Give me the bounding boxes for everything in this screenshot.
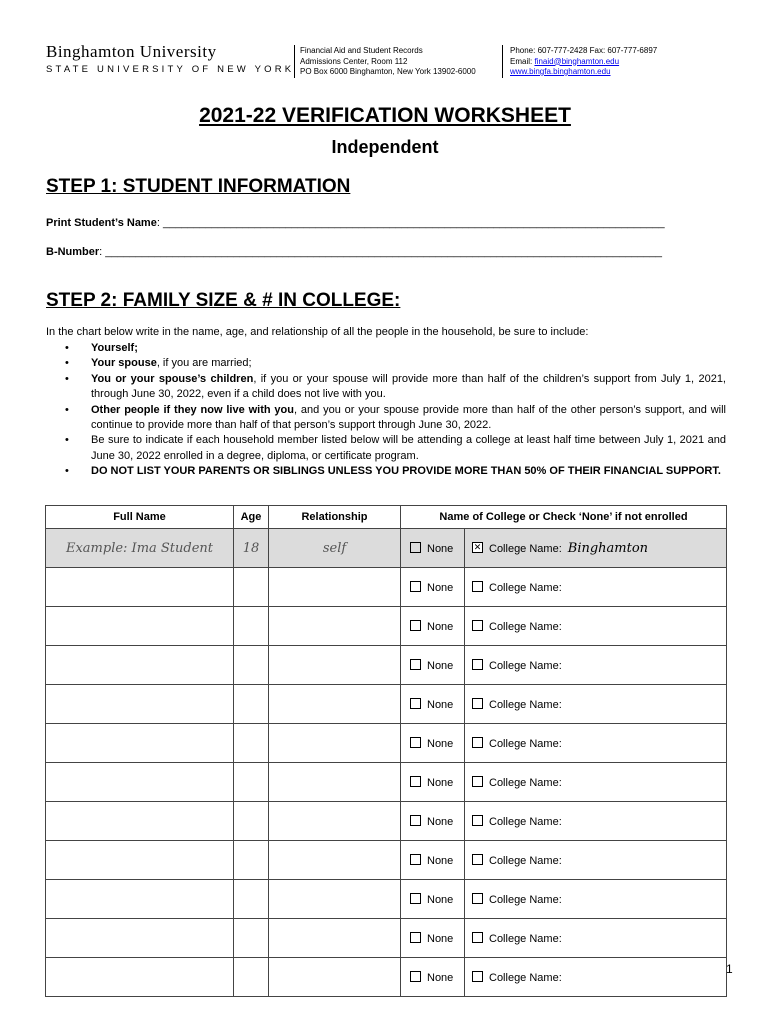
- college-cell[interactable]: [465, 724, 727, 763]
- none-label: None: [427, 932, 454, 945]
- none-cell: [401, 763, 465, 802]
- relationship-cell[interactable]: [269, 802, 401, 841]
- none-checkbox[interactable]: [410, 581, 421, 592]
- college-checkbox[interactable]: [472, 932, 483, 943]
- college-name-label: College Name:: [489, 659, 562, 672]
- college-checkbox[interactable]: [472, 620, 483, 631]
- none-checkbox[interactable]: [410, 893, 421, 904]
- step2-heading: STEP 2: FAMILY SIZE & # IN COLLEGE:: [46, 290, 401, 311]
- worksheet-subtitle: Independent: [331, 137, 439, 157]
- age-cell[interactable]: [234, 958, 269, 997]
- table-row: [46, 724, 727, 763]
- college-checkbox[interactable]: [472, 893, 483, 904]
- college-checkbox[interactable]: [472, 581, 483, 592]
- table-row: [46, 841, 727, 880]
- example-college: Binghamton: [567, 540, 649, 556]
- full-name-cell[interactable]: [46, 841, 234, 880]
- none-label: None: [427, 776, 454, 789]
- table-row: [46, 958, 727, 997]
- student-name-label: Print Student’s Name: [46, 217, 157, 229]
- none-cell: [401, 607, 465, 646]
- none-checkbox[interactable]: [410, 737, 421, 748]
- college-name-label: College Name:: [489, 620, 562, 633]
- relationship-cell[interactable]: [269, 880, 401, 919]
- none-label: None: [427, 737, 454, 750]
- bullet-parents-warning: • DO NOT LIST YOUR PARENTS OR SIBLINGS UNLESS YOU PROVIDE MORE THAN 50% OF THEIR FINANCIAL SUPPORT.: [46, 464, 726, 479]
- none-cell: [401, 646, 465, 685]
- none-checkbox[interactable]: [410, 620, 421, 631]
- bullet-yourself: • Yourself;: [46, 341, 726, 356]
- college-cell[interactable]: [465, 607, 727, 646]
- college-cell[interactable]: [465, 841, 727, 880]
- full-name-cell[interactable]: [46, 958, 234, 997]
- relationship-cell[interactable]: [269, 958, 401, 997]
- age-cell[interactable]: [234, 763, 269, 802]
- bullet-college-attendance: • Be sure to indicate if each household member listed below will be attending a college at least half time between July 1, 2021 and June 30, 2022 enrolled in a degree, diploma, or certificate program.: [46, 433, 726, 464]
- example-none-cell: [401, 529, 465, 568]
- college-checkbox[interactable]: [472, 698, 483, 709]
- college-name-label: College Name:: [489, 542, 562, 555]
- student-name-field[interactable]: [46, 217, 665, 229]
- instructions-list: [46, 341, 726, 480]
- college-name-label: College Name:: [489, 854, 562, 867]
- none-cell: [401, 685, 465, 724]
- age-cell[interactable]: [234, 724, 269, 763]
- none-checkbox[interactable]: [410, 932, 421, 943]
- college-checkbox[interactable]: [472, 659, 483, 670]
- table-row: [46, 607, 727, 646]
- none-cell: [401, 802, 465, 841]
- address-line-1: Financial Aid and Student Records: [300, 46, 423, 55]
- none-cell: [401, 919, 465, 958]
- college-cell[interactable]: [465, 880, 727, 919]
- none-checkbox[interactable]: [410, 698, 421, 709]
- college-checkbox[interactable]: [472, 815, 483, 826]
- office-address: [300, 46, 476, 78]
- none-label: None: [427, 971, 454, 984]
- college-checkbox[interactable]: [472, 776, 483, 787]
- checkbox-icon: [410, 542, 421, 553]
- address-line-3: PO Box 6000 Binghamton, New York 13902-6000: [300, 67, 476, 76]
- none-cell: [401, 568, 465, 607]
- logo-wordmark: Binghamton University: [46, 42, 217, 61]
- header-divider-2: [502, 45, 503, 78]
- header-relationship: Relationship: [269, 506, 401, 529]
- table-row: [46, 568, 727, 607]
- table-row: [46, 646, 727, 685]
- checked-box-icon: [472, 542, 483, 553]
- college-name-label: College Name:: [489, 776, 562, 789]
- full-name-cell[interactable]: [46, 919, 234, 958]
- relationship-cell[interactable]: [269, 646, 401, 685]
- none-label: None: [427, 815, 454, 828]
- table-row: [46, 685, 727, 724]
- college-checkbox[interactable]: [472, 737, 483, 748]
- table-row: [46, 763, 727, 802]
- relationship-cell[interactable]: [269, 568, 401, 607]
- age-cell[interactable]: [234, 919, 269, 958]
- none-cell: [401, 841, 465, 880]
- none-checkbox[interactable]: [410, 971, 421, 982]
- college-cell[interactable]: [465, 568, 727, 607]
- college-name-label: College Name:: [489, 893, 562, 906]
- table-row: [46, 880, 727, 919]
- worksheet-title: 2021-22 VERIFICATION WORKSHEET: [199, 104, 571, 127]
- relationship-cell[interactable]: [269, 724, 401, 763]
- college-name-label: College Name:: [489, 581, 562, 594]
- university-logo: [46, 42, 294, 75]
- age-cell[interactable]: [234, 568, 269, 607]
- step1-heading: STEP 1: STUDENT INFORMATION: [46, 176, 351, 197]
- college-cell[interactable]: [465, 919, 727, 958]
- website-line: [510, 67, 657, 78]
- email-link[interactable]: finaid@binghamton.edu: [534, 56, 620, 66]
- none-label: None: [427, 893, 454, 906]
- age-cell[interactable]: [234, 607, 269, 646]
- household-table: [45, 505, 727, 997]
- relationship-cell[interactable]: [269, 919, 401, 958]
- college-name-label: College Name:: [489, 932, 562, 945]
- relationship-cell[interactable]: [269, 607, 401, 646]
- bullet-spouse: • Your spouse, if you are married;: [46, 356, 726, 371]
- full-name-cell[interactable]: [46, 763, 234, 802]
- example-row: [46, 529, 727, 568]
- none-checkbox[interactable]: [410, 854, 421, 865]
- age-cell[interactable]: [234, 646, 269, 685]
- none-checkbox[interactable]: [410, 776, 421, 787]
- college-cell[interactable]: [465, 802, 727, 841]
- student-name-blank[interactable]: : __________________________________________________________________________________: [156, 217, 665, 229]
- full-name-cell[interactable]: [46, 646, 234, 685]
- none-label: None: [427, 854, 454, 867]
- full-name-cell[interactable]: [46, 568, 234, 607]
- none-cell: [401, 958, 465, 997]
- table-row: [46, 802, 727, 841]
- table-header-row: [46, 506, 727, 529]
- example-relationship: self: [269, 529, 401, 568]
- relationship-cell[interactable]: [269, 763, 401, 802]
- college-name-label: College Name:: [489, 971, 562, 984]
- email-line: [510, 57, 657, 68]
- full-name-cell[interactable]: [46, 802, 234, 841]
- bullet-children: • You or your spouse’s children, if you or your spouse will provide more than half of the children’s support from July 1, 2021, through June 30, 2022, even if a child does not live with you.: [46, 372, 726, 403]
- full-name-cell[interactable]: [46, 880, 234, 919]
- college-cell[interactable]: [465, 763, 727, 802]
- full-name-cell[interactable]: [46, 724, 234, 763]
- college-checkbox[interactable]: [472, 854, 483, 865]
- bnumber-label: B-Number: [46, 246, 100, 258]
- full-name-cell[interactable]: [46, 607, 234, 646]
- email-label: Email:: [510, 56, 535, 66]
- bullet-other-people: • Other people if they now live with you, and you or your spouse provide more than half of the other person’s support, and will continue to provide more than half of that person’s support through June 30, 2022.: [46, 403, 726, 434]
- none-cell: [401, 880, 465, 919]
- relationship-cell[interactable]: [269, 685, 401, 724]
- none-label: None: [427, 659, 454, 672]
- college-cell[interactable]: [465, 685, 727, 724]
- none-label: None: [427, 698, 454, 711]
- none-cell: [401, 724, 465, 763]
- bnumber-field[interactable]: [46, 246, 662, 258]
- none-checkbox[interactable]: [410, 659, 421, 670]
- example-college-cell: [465, 529, 727, 568]
- age-cell[interactable]: [234, 685, 269, 724]
- none-label: None: [427, 581, 454, 594]
- none-checkbox[interactable]: [410, 815, 421, 826]
- logo-subtitle: STATE UNIVERSITY OF NEW YORK: [46, 64, 295, 75]
- phone-fax: Phone: 607-777-2428 Fax: 607-777-6897: [510, 46, 658, 55]
- relationship-cell[interactable]: [269, 841, 401, 880]
- college-cell[interactable]: [465, 958, 727, 997]
- college-name-label: College Name:: [489, 815, 562, 828]
- college-name-label: College Name:: [489, 698, 562, 711]
- college-checkbox[interactable]: [472, 971, 483, 982]
- header-age: Age: [234, 506, 269, 529]
- example-name: Example: Ima Student: [46, 529, 234, 568]
- college-cell[interactable]: [465, 646, 727, 685]
- address-line-2: Admissions Center, Room 112: [300, 56, 408, 66]
- website-link[interactable]: www.bingfa.binghamton.edu: [510, 67, 611, 76]
- header-college: Name of College or Check ‘None’ if not enrolled: [401, 506, 727, 529]
- age-cell[interactable]: [234, 880, 269, 919]
- full-name-cell[interactable]: [46, 685, 234, 724]
- example-age: 18: [234, 529, 269, 568]
- bnumber-blank[interactable]: : ___________________________________________________________________________________________: [99, 246, 662, 258]
- none-label: None: [427, 542, 454, 555]
- table-body: [46, 529, 727, 997]
- header-full-name: Full Name: [46, 506, 234, 529]
- office-contact: [510, 46, 657, 78]
- none-label: None: [427, 620, 454, 633]
- step2-intro: In the chart below write in the name, age, and relationship of all the people in the household, be sure to include:: [46, 326, 589, 338]
- header-divider-1: [294, 45, 295, 78]
- page-number: 1: [726, 962, 733, 976]
- age-cell[interactable]: [234, 802, 269, 841]
- table-row: [46, 919, 727, 958]
- age-cell[interactable]: [234, 841, 269, 880]
- college-name-label: College Name:: [489, 737, 562, 750]
